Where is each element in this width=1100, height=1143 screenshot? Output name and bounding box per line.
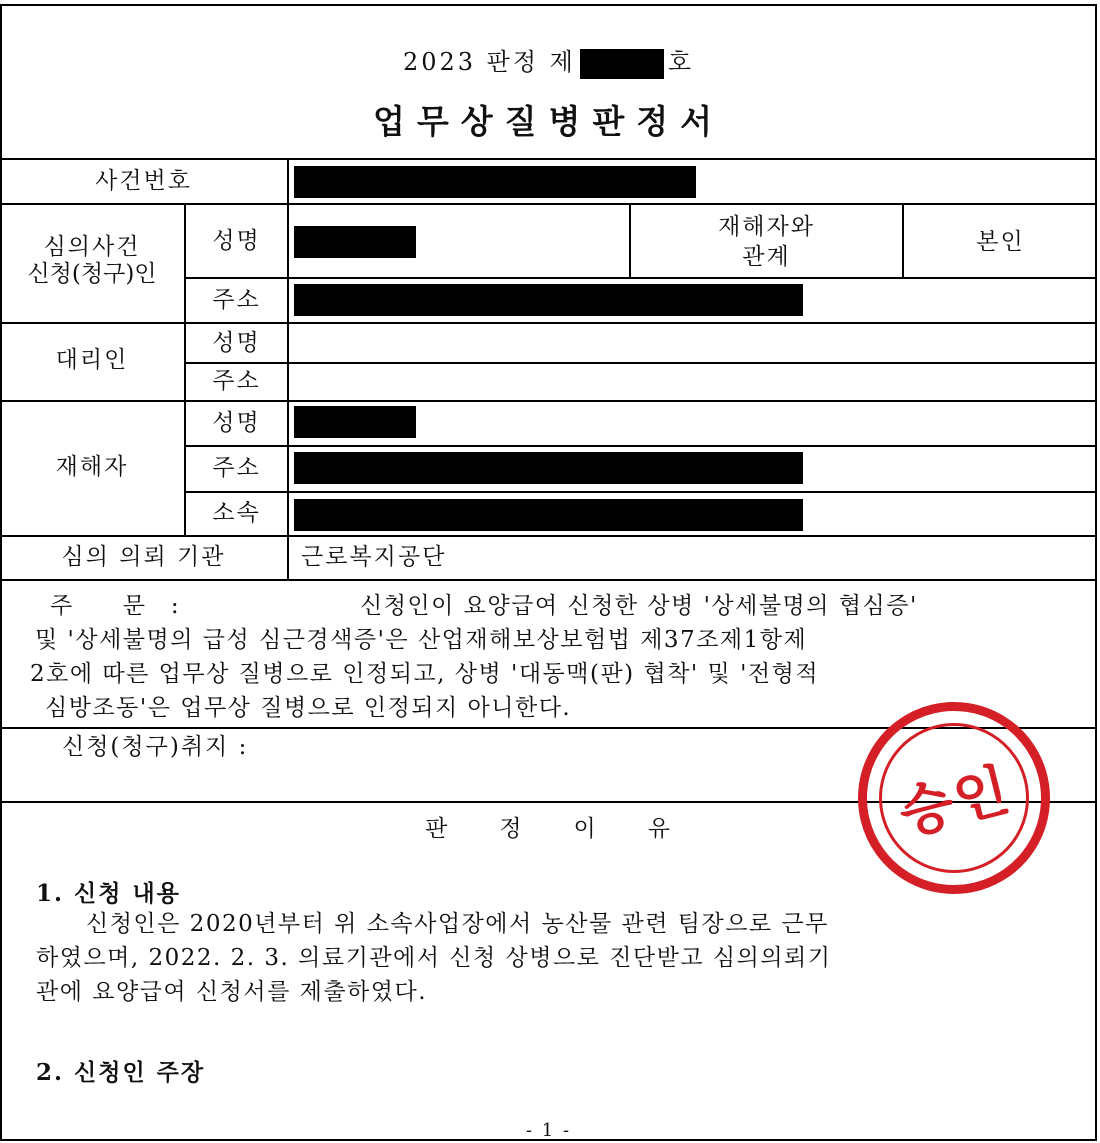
rule-victim-bottom bbox=[0, 535, 1097, 537]
rule-agent-bottom bbox=[0, 400, 1097, 402]
order-line: 2호에 따른 업무상 질병으로 인정되고, 상병 '대동맥(판) 협착' 및 '전형적 bbox=[30, 661, 820, 687]
redacted-victim-affiliation bbox=[294, 499, 803, 531]
relation-label-line1: 재해자와 bbox=[718, 214, 815, 240]
victim-address-label: 주소 bbox=[212, 455, 261, 481]
agent-name-label: 성명 bbox=[212, 330, 261, 356]
redacted-number bbox=[580, 49, 664, 79]
order-line: 및 '상세불명의 급성 심근경색증'은 산업재해보상보험법 제37조제1항제 bbox=[35, 627, 808, 653]
applicant-group-label-line1: 심의사건 bbox=[43, 234, 141, 260]
agent-address-label: 주소 bbox=[212, 368, 261, 394]
rule-applicant-name-bottom bbox=[186, 277, 1097, 279]
redacted-victim-address bbox=[294, 452, 803, 484]
document-title: 업무상질병판정서 bbox=[372, 102, 725, 141]
rule-victim-name-bottom bbox=[186, 445, 1097, 447]
rule-header-bottom bbox=[0, 158, 1097, 160]
section1-title: 1. 신청 내용 bbox=[36, 880, 181, 907]
reasons-heading: 판 정 이 유 bbox=[425, 816, 672, 842]
order-label: 주 문 : bbox=[50, 593, 181, 619]
redacted-applicant-name bbox=[294, 226, 416, 258]
rule-agency-bottom bbox=[0, 579, 1097, 581]
applicant-group-label-line2: 신청(청구)인 bbox=[27, 261, 157, 287]
section1-body bbox=[36, 907, 1076, 1009]
redacted-applicant-address bbox=[294, 284, 803, 316]
order-text bbox=[30, 589, 1080, 725]
victim-label: 재해자 bbox=[55, 454, 129, 480]
claim-purpose-label: 신청(청구)취지 : bbox=[62, 734, 249, 760]
approval-stamp-text: 승인 bbox=[892, 757, 1018, 848]
section1-line: 하였으며, 2022. 2. 3. 의료기관에서 신청 상병으로 진단받고 심의의뢰기 bbox=[36, 945, 832, 971]
rule-applicant-bottom bbox=[0, 322, 1097, 324]
requesting-agency-value: 근로복지공단 bbox=[301, 544, 447, 570]
document-number: 2023 판정 제 호 bbox=[0, 42, 1097, 79]
order-line: 신청인이 요양급여 신청한 상병 '상세불명의 협심증' bbox=[360, 593, 918, 619]
relation-label-line2: 관계 bbox=[742, 244, 791, 270]
redacted-case-number bbox=[294, 166, 696, 198]
redacted-victim-name bbox=[294, 406, 416, 438]
requesting-agency-label: 심의 의뢰 기관 bbox=[61, 544, 226, 570]
section1-line: 신청인은 2020년부터 위 소속사업장에서 농산물 관련 팀장으로 근무 bbox=[86, 911, 829, 937]
approval-stamp-ring bbox=[863, 707, 1045, 889]
applicant-name-label: 성명 bbox=[212, 228, 261, 254]
rule-label-col bbox=[287, 158, 289, 579]
relation-value: 본인 bbox=[976, 229, 1025, 255]
rule-case-bottom bbox=[0, 203, 1097, 205]
section2-title: 2. 신청인 주장 bbox=[36, 1059, 206, 1086]
case-number-label: 사건번호 bbox=[95, 168, 192, 194]
section1-line: 관에 요양급여 신청서를 제출하였다. bbox=[36, 979, 428, 1005]
applicant-address-label: 주소 bbox=[212, 287, 261, 313]
agent-label: 대리인 bbox=[55, 347, 129, 373]
victim-name-label: 성명 bbox=[212, 410, 261, 436]
victim-affiliation-label: 소속 bbox=[212, 500, 261, 526]
rule-victim-address-bottom bbox=[186, 491, 1097, 493]
rule-agent-mid bbox=[186, 362, 1097, 364]
order-line: 심방조동'은 업무상 질병으로 인정되지 아니한다. bbox=[45, 695, 572, 721]
page-number: - 1 - bbox=[525, 1120, 572, 1141]
